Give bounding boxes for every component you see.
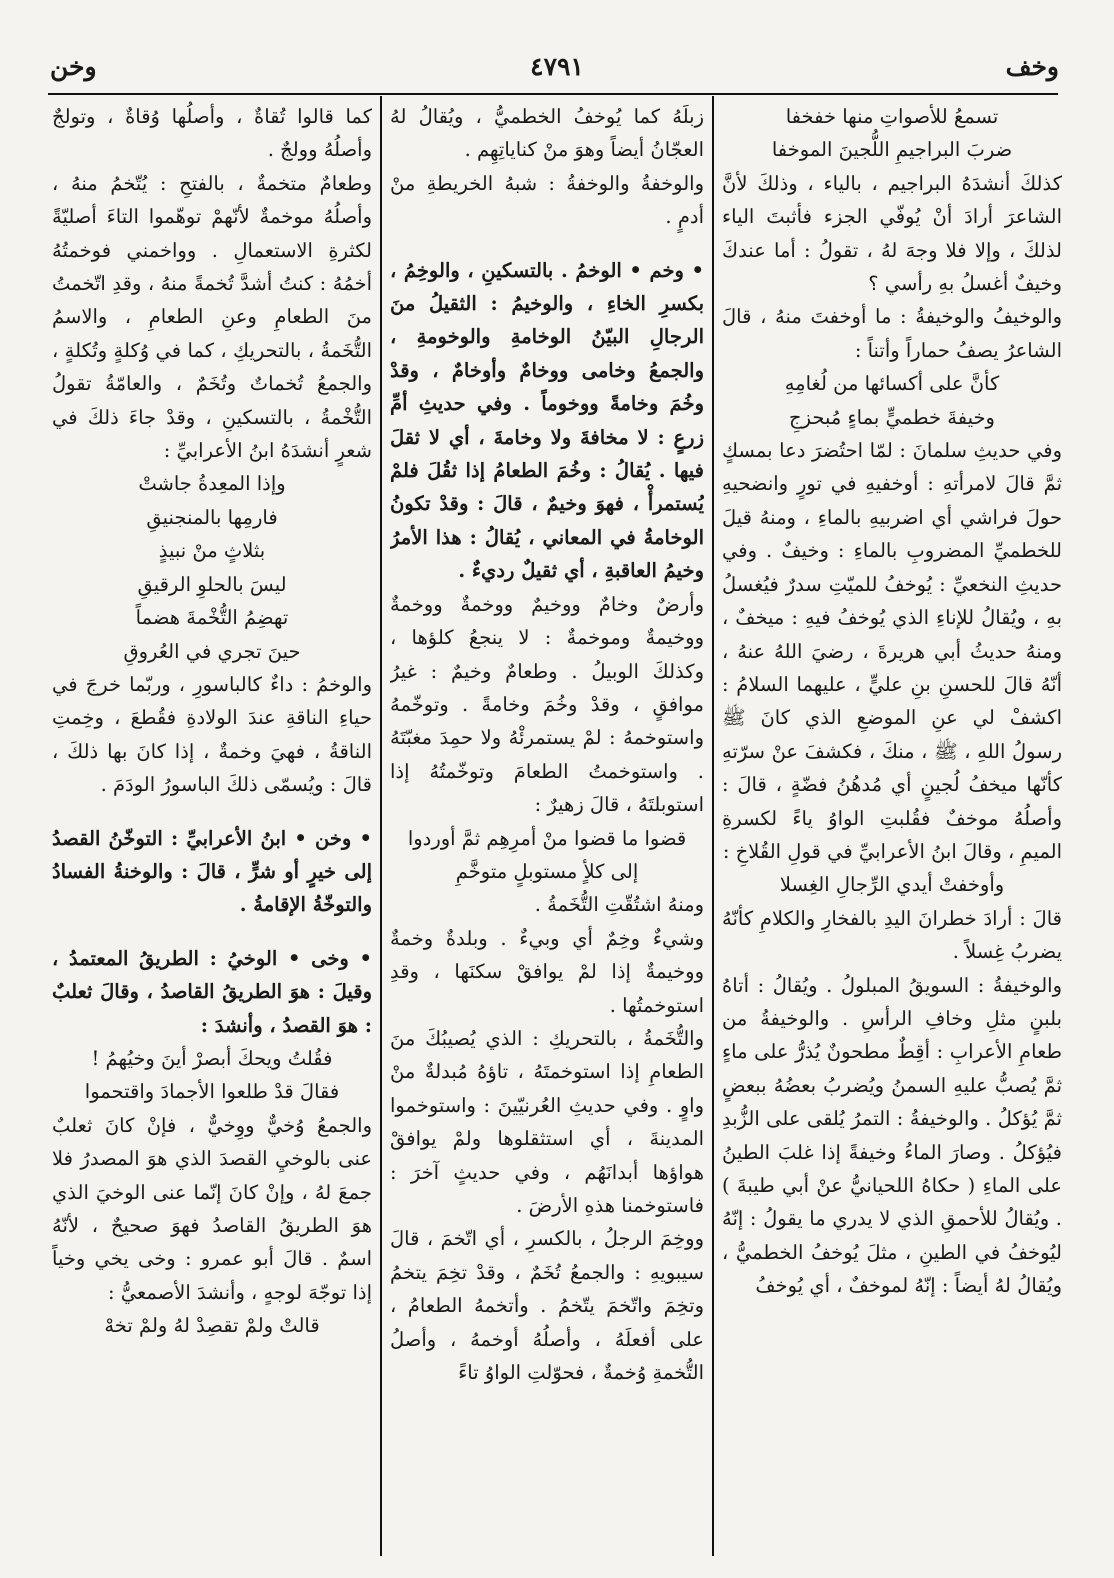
verse-line: حينَ تجري في العُروقِ [123, 639, 301, 663]
paragraph: وشيءٌ وخِمٌ أي وبيءٌ . وبلدةٌ وخمةٌ ووخيمةٌ إذا لمْ يوافقْ سكنَها ، وقدِ استوخمتُها . [390, 926, 704, 1017]
column-divider-left [380, 96, 382, 1556]
header-right-word: وخف [1005, 52, 1059, 81]
verse-line: ضربَ البراجيمِ اللُّجينَ الموخفا [771, 138, 1013, 162]
verse-line: وخيفةَ خطميٍّ بماءٍ مُبحزجِ [789, 405, 995, 429]
verse-line: قضوا ما قضوا منْ أمرِهِم ثمَّ أوردوا [407, 826, 687, 850]
column-left [52, 100, 372, 1550]
verse-line: تهضِمُ التُّخْمةَ هضماً [135, 606, 289, 630]
column-divider-right [712, 96, 714, 1556]
page-number: ٤٧٩١ [530, 52, 584, 81]
verse-line: تسمعُ للأصواتِ منها خفخفا [785, 105, 999, 128]
verse-line: ليسَ بالحلوِ الرقيقِ [137, 572, 287, 596]
paragraph: والوخفةُ والوخفةُ : شبهُ الخريطةِ منْ أدمٍ . [390, 171, 704, 229]
verse-line: فقالَ قدْ طلعوا الأجمادَ واقتحموا [84, 1080, 340, 1104]
verse-line: وأوخفتْ أيدي الرِّجالِ الغِسلا [779, 873, 1005, 897]
paragraph: ووخِمَ الرجلُ ، بالكسرِ ، أي اتّخمَ ، قالَ سيبويهِ : والجمعُ تُخَمٌ ، وقدْ تخِمَ يتخمُ وتخِمَ واتّخمَ يتّخمُ . وأتخمهُ الطعامُ ، على أفعلَهُ ، وأصلُهُ أوخمهُ ، وأصلُ التُّخمةِ وُخمةٌ ، فحوّلتِ الواوُ تاءً [390, 1227, 704, 1385]
paragraph: والوخيفةُ : السويقُ المبلولُ . ويُقالُ : أتاهُ بلبنٍ مثلِ وخافِ الرأسِ . والوخيفةُ من طعامِ الأعرابِ : أقِطٌ مطحونٌ يُذرُّ على ماءٍ ثمَّ يُصبُّ عليهِ السمنُ ويُضربُ بعضُهُ ببعضٍ ثمَّ يُؤكلُ . والوخيفةُ : التمرُ يُلقى على الزُّبدِ فيُؤكلُ . وصارَ الماءُ وخيفةً إذا غلبَ الطينُ على الماءِ ( حكاهُ اللحيانيُّ عنْ أبي طيبةَ ) . ويُقالُ للأحمقِ الذي لا يدري ما يقولُ : إنّهُ ليُوخفُ في الطينِ ، مثلَ يُوخفُ الخطميُّ ، ويُقالُ لهُ أيضاً : إنّهُ لموخفٌ ، أي يُوخفُ [722, 973, 1062, 1298]
column-middle [390, 100, 704, 1550]
verse-line: فقُلتُ ويحكَ أبصرْ أينَ وخيُهمُ ! [91, 1046, 333, 1070]
header-rule [48, 93, 1058, 95]
paragraph: ومنهُ اشتُقّتِ التُّخَمةُ . [534, 893, 704, 917]
paragraph: والوخمُ : داءٌ كالباسورِ ، وربّما خرجَ في حياءِ الناقةِ عندَ الولادةِ فقُطعَ ، وخِمتِ الناقةُ ، فهيَ وخمةٌ ، إذا كانَ بها ذلكَ ، قالَ : ويُسمّى ذلكَ الباسورُ الودَمَ . [52, 672, 372, 797]
paragraph: وفي حديثِ سلمانَ : لمّا احتُضرَ دعا بمسكٍ ثمَّ قالَ لامرأتهِ : أوخفيهِ في تورٍ وانضحيهِ حولَ فراشي أي اضربيهِ بالماءِ ، ومنهُ قيلَ للخطميِّ المضروبِ بالماءِ : وخيفٌ . وفي حديثِ النخعيِّ : يُوخفُ للميّتِ سدرٌ فيُغسلُ بهِ ، ويُقالُ للإناءِ الذي يُوخفُ فيهِ : ميخفٌ ، ومنهُ حديثُ أبي هريرةَ ، رضيَ اللهُ عنهُ ، أنّهُ قالَ للحسنِ بنِ عليٍّ ، عليهما السلامُ : اكشفْ لي عنِ الموضعِ الذي كانَ ﷺ رسولُ اللهِ ، ﷺ ، منكَ ، فكشفَ عنْ سرّتهِ كأنّها ميخفُ لُجينٍ أي مُدهُنُ فضّةٍ ، قالَ : وأصلُهُ موخفٌ فقُلبتِ الواوُ ياءً لكسرةِ الميمِ ، وقالَ ابنُ الأعرابيِّ في قولِ القُلاخِ : [722, 439, 1062, 863]
paragraph: كذلكَ أنشدَهُ البراجيم ، بالياء ، وذلكَ لأنَّ الشاعرَ أرادَ أنْ يُوفّي الجزء فأثبتَ الياء لذلكَ ، وإلا فلا وجهَ لهُ ، تقولُ : أما عندكَ وخيفٌ أغسلُ بهِ رأسي ؟ [722, 171, 1062, 296]
verse-line: وإذا المعِدةُ جاشتْ [138, 472, 286, 496]
verse-line: كأنَّ على أكسائها من لُغامِهِ [784, 372, 1000, 396]
column-right [722, 100, 1062, 1550]
paragraph: وأرضٌ وخامٌ ووخيمٌ ووخمةٌ ووخمةٌ ووخيمةٌ وموخمةٌ : لا ينجعُ كلؤها ، وكذلكَ الوبيلُ . وطعامٌ وخيمٌ : غيرُ موافقٍ ، وقدْ وخُمَ وخامةً . وتوخّمهُ واستوخمهُ : لمْ يستمرئْهُ ولا حمِدَ مغبّتَهُ . واستوخمتُ الطعامَ وتوخّمتُهُ إذا استوبلتَهُ ، قالَ زهيرٌ : [390, 592, 704, 817]
verse-line: فارمِها بالمنجنيقِ [146, 505, 278, 529]
entry-wkhy: • وخى • الوخيُ : الطريقُ المعتمدُ ، وقيلَ : هوَ الطريقُ القاصدُ ، وقالَ ثعلبٌ : هوَ القصدُ ، وأنشدَ : [52, 946, 372, 1037]
paragraph: كما قالوا تُقاةٌ ، وأصلُها وُقاةٌ ، وتولجٌ وأصلُهُ وولجٌ . [52, 105, 372, 162]
verse-line: قالتْ ولمْ تقصِدْ لهُ ولمْ تخهْ [104, 1314, 320, 1338]
verse-line: بثلاثٍ منْ نبيذٍ [158, 539, 266, 563]
entry-wkhm: • وخم • الوخمُ . بالتسكينِ ، والوخِمُ ، بكسرِ الخاءِ ، والوخيمُ : الثقيلُ منَ الرجالِ البيّنُ الوخامةِ والوخومةِ ، والجمعُ وخامى ووخامٌ وأوخامٌ ، وقدْ وخُمَ وخامةً ووخوماً . وفي حديثِ أمِّ زرعٍ : لا مخافةَ ولا وخامةَ ، أي لا ثقلَ فيها . يُقالُ : وخُمَ الطعامُ إذا ثقُلَ فلمْ يُستمرأْ ، فهوَ وخيمٌ ، قالَ : وقدْ تكونُ الوخامةُ في المعاني ، يُقالُ : هذا الأمرُ وخيمُ العاقبةِ ، أي ثقيلٌ رديءٌ . [390, 258, 704, 583]
header-left-word: وخن [50, 52, 97, 81]
paragraph: والتُّخَمةُ ، بالتحريكِ : الذي يُصيبُكَ منَ الطعامِ إذا استوخمتَهُ ، تاؤهُ مُبدلةٌ منْ واوٍ . وفي حديثِ العُرنيّينَ : واستوخموا المدينةَ ، أي استثقلوها ولمْ يوافقْ هواؤها أبدانَهُم ، وفي حديثٍ آخرَ : فاستوخمنا هذهِ الأرضَ . [390, 1026, 704, 1217]
paragraph: زبلَهُ كما يُوخفُ الخطميُّ ، ويُقالُ لهُ العجّانُ أيضاً وهوَ منْ كناياتِهِم . [390, 105, 704, 162]
verse-line: إلى كلأٍ مستوبلٍ متوخَّمِ [455, 859, 639, 883]
paragraph: والوخيفُ والوخيفةُ : ما أوخفتَ منهُ ، قالَ الشاعرُ يصفُ حماراً وأتناً : [722, 305, 1062, 362]
entry-wkhn: • وخن • ابنُ الأعرابيِّ : التوخّنُ القصدُ إلى خيرٍ أو شرٍّ ، قالَ : والوخنةُ الفسادُ والتوخّةُ الإقامةُ . [52, 826, 372, 917]
paragraph: والجمعُ وُخيٌّ ووِخيٌّ ، فإنْ كانَ ثعلبٌ عنى بالوخيِ القصدَ الذي هوَ المصدرُ فلا جمعَ لهُ ، وإنْ كانَ إنّما عنى الوخيَ الذي هوَ الطريقُ القاصدُ فهوَ صحيحٌ ، لأنّهُ اسمٌ . قالَ أبو عمرو : وخى يخي وخياً إذا توجّهَ لوجهٍ ، وأنشدَ الأصمعيُّ : [52, 1113, 372, 1304]
paragraph: وطعامٌ متخمةٌ ، بالفتحِ : يُتّخمُ منهُ ، وأصلُهُ موخمةٌ لأنّهمْ توهّموا التاءَ أصليّةً لكثرةِ الاستعمالِ . وواخمني فوخمتُهُ أخمُهُ : كنتُ أشدَّ تُخمةً منهُ ، وقدِ اتّخمتُ منَ الطعامِ وعنِ الطعامِ ، والاسمُ التُّخَمةُ ، بالتحريكِ ، كما في وُكلةٍ وتُكلةٍ ، والجمعُ تُخماتٌ وتُخَمٌ ، والعامّةُ تقولُ التُّخْمةُ ، بالتسكينِ ، وقدْ جاءَ ذلكَ في شعرٍ أنشدَهُ ابنُ الأعرابيِّ : [52, 171, 372, 463]
paragraph: قالَ : أرادَ خطرانَ اليدِ بالفخارِ والكلامِ كأنّهُ يضربُ غِسلاً . [722, 906, 1062, 964]
